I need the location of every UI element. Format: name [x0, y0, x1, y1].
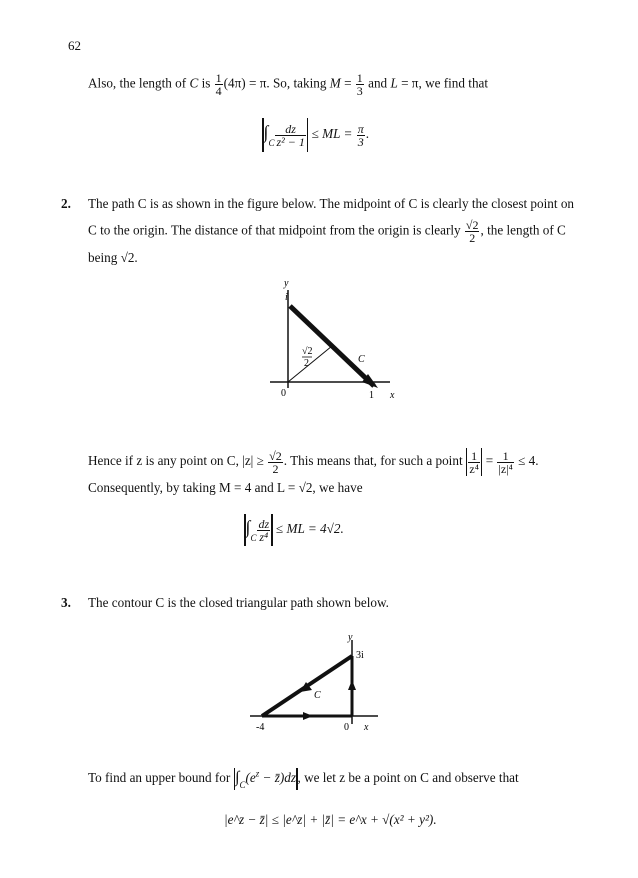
integral-sign: ∫	[235, 769, 240, 787]
figure-triangle	[240, 632, 390, 742]
fig1-frac-den: 2	[304, 358, 309, 369]
text: , the length of C	[480, 222, 566, 238]
text: =	[482, 453, 497, 469]
text: C to the origin. The distance of that midpoint from the origin is clearly	[88, 222, 464, 238]
var-m: M	[329, 75, 341, 91]
abs-bar-right	[271, 514, 273, 546]
integral-sign: ∫	[263, 122, 269, 143]
figure-line-segment	[250, 278, 400, 418]
item3-line1: The contour C is the closed triangular path shown below.	[88, 595, 389, 610]
den: z² − 1	[276, 134, 305, 149]
text: = π, we find that	[397, 75, 489, 91]
num: 1	[356, 71, 363, 85]
fig2-x-label: x	[364, 722, 369, 733]
paragraph-upper-bound	[88, 768, 519, 791]
text: To find an upper bound for	[88, 770, 234, 786]
fraction-root2-over-2	[465, 219, 480, 244]
paragraph-length-of-c	[88, 72, 488, 97]
fig1-i-label: i	[285, 292, 288, 303]
rhs: ≤ ML =	[311, 126, 356, 142]
text: ≤ 4.	[514, 453, 539, 469]
num: 1	[215, 71, 222, 85]
text: is	[198, 75, 214, 91]
period: .	[365, 126, 370, 142]
den: 2	[268, 462, 283, 475]
fraction-one-quarter	[215, 72, 223, 97]
den: 3	[356, 84, 363, 98]
fig1-one-label: 1	[369, 390, 374, 401]
item2-line2	[88, 219, 566, 244]
fig2-c-label: C	[314, 690, 321, 701]
den: z⁴	[259, 529, 269, 544]
fig2-zero-label: 0	[344, 722, 349, 733]
fig1-y-label: y	[284, 278, 289, 289]
den: |z|⁴	[498, 461, 513, 476]
fig1-zero-label: 0	[281, 388, 286, 399]
var-c: C	[189, 75, 199, 91]
num: π	[357, 121, 364, 136]
paragraph-consequently: Consequently, by taking M = 4 and L = √2, we have	[88, 480, 363, 495]
equation-bound-2	[244, 514, 344, 546]
fraction-1-over-absz4	[497, 450, 513, 475]
subscript: C	[250, 533, 257, 544]
num: 1	[502, 448, 509, 463]
base-arrow	[303, 712, 313, 720]
text: . This means that, for such a point	[283, 453, 466, 469]
den: 4	[215, 84, 222, 98]
fraction-dz	[275, 123, 305, 148]
item2-line1: The path C is as shown in the figure below. The midpoint of C is clearly the closest point on	[88, 196, 575, 211]
subscript: C	[239, 780, 246, 791]
item-number-3: 3.	[61, 595, 71, 610]
fraction-one-third	[356, 72, 364, 97]
equation-bound-1	[262, 118, 369, 152]
integral-sign: ∫	[245, 517, 251, 538]
fig1-c-label: C	[358, 354, 365, 365]
fraction-root2-over-2	[268, 450, 283, 475]
rhs: ≤ ML = 4√2.	[275, 521, 344, 537]
fraction-1-over-z4	[468, 450, 480, 475]
fig1-frac-num: √2	[302, 346, 313, 357]
fig1-x-label: x	[390, 390, 395, 401]
text: , we let z be a point on C and observe that	[297, 770, 519, 786]
text: Hence if z is any point on C, |z| ≥	[88, 453, 268, 469]
fraction-pi-third	[357, 123, 365, 148]
text: (4π) = π. So, taking	[223, 75, 330, 91]
page-number: 62	[68, 38, 81, 53]
den: 2	[465, 231, 480, 244]
item-number-2: 2.	[61, 196, 71, 211]
integrand-rest: − z̄)dz	[259, 770, 296, 786]
subscript: C	[268, 138, 275, 149]
equation-triangle-inequality: |e^z − z̄| ≤ |e^z| + |z̄| = e^x + √(x² + y²).	[224, 812, 437, 827]
num: 1	[471, 448, 478, 463]
text: Also, the length of	[88, 75, 190, 91]
num: dz	[285, 121, 296, 136]
abs-bar-right	[307, 118, 309, 152]
text: =	[340, 75, 355, 91]
fig2-3i-label: 3i	[356, 650, 364, 661]
fig2-neg4-label: -4	[256, 722, 265, 733]
integrand: (e	[245, 770, 256, 786]
item2-line3: being √2.	[88, 250, 138, 265]
fraction-dz-z4	[257, 518, 270, 543]
vertical-arrow	[348, 680, 356, 690]
superscript: z	[255, 768, 260, 779]
num: √2	[269, 448, 282, 463]
paragraph-hence	[88, 448, 539, 476]
var-l: L	[390, 75, 398, 91]
num: dz	[258, 516, 270, 531]
text: and	[364, 75, 391, 91]
den: z⁴	[469, 461, 479, 476]
num: √2	[465, 218, 479, 232]
den: 3	[357, 134, 364, 149]
fig2-y-label: y	[348, 632, 353, 643]
abs-bar-left	[466, 448, 468, 476]
